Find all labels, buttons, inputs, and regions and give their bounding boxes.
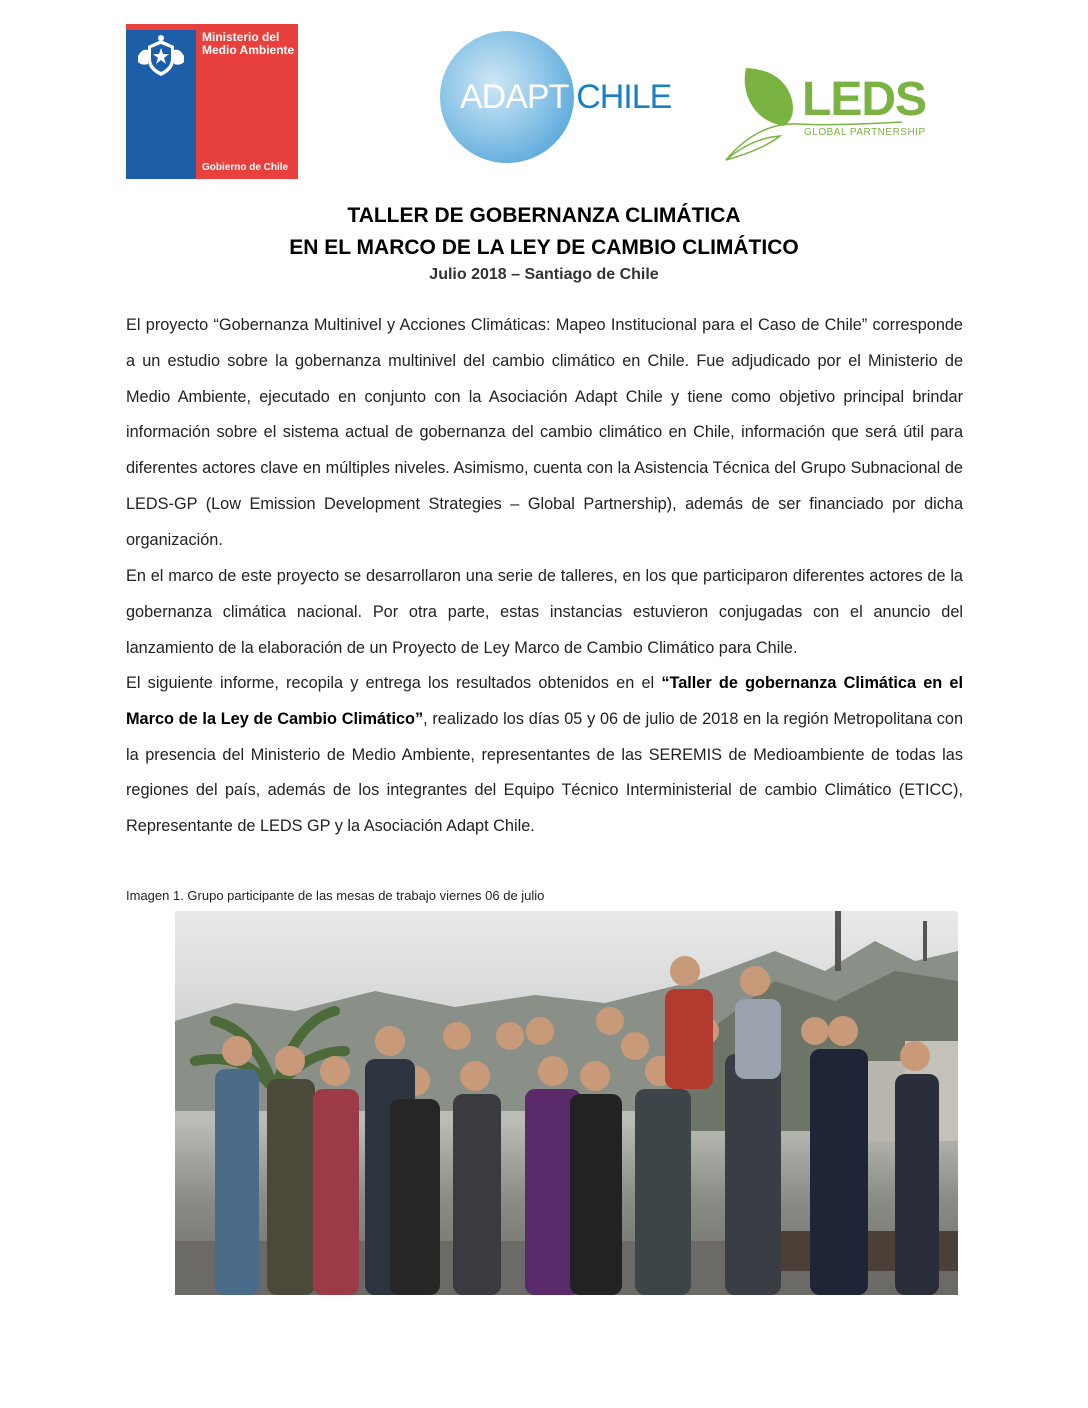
adapt-chile-logo-text [460, 78, 671, 117]
logo-red-panel [196, 24, 298, 179]
paragraph-1: El proyecto “Gobernanza Multinivel y Acciones Climáticas: Mapeo Institucional para el Caso de Chile” corresponde a un estudio sobre la gobernanza multinivel del cambio climático en Chile. Fue adjudicado por el Ministerio de Medio Ambiente, ejecutado en conjunto con la Asociación Adapt Chile y tiene como objetivo principal brindar información sobre el sistema actual de gobernanza del cambio climático en Chile, información que será útil para diferentes actores clave en múltiples niveles. Asimismo, cuenta con la Asistencia Técnica del Grupo Subnacional de LEDS-GP (Low Emission Development Strategies – Global Partnership), además de ser financiado por dicha organización. [126, 316, 963, 549]
ministerio-medio-ambiente-logo [126, 24, 298, 179]
chile-word: CHILE [576, 78, 672, 116]
leds-logo-word: LEDS [802, 73, 927, 126]
paragraph-3-start: El siguiente informe, recopila y entrega los resultados obtenidos en el [126, 674, 662, 692]
leds-logo-subtitle: GLOBAL PARTNERSHIP [804, 127, 926, 138]
coat-of-arms-icon [134, 34, 188, 80]
figure-caption: Imagen 1. Grupo participante de las mesas de trabajo viernes 06 de julio [126, 888, 545, 903]
document-title-line1: TALLER DE GOBERNANZA CLIMÁTICA [347, 204, 741, 227]
group-photo [175, 911, 958, 1295]
logo-blue-panel [126, 24, 196, 179]
document-subtitle: Julio 2018 – Santiago de Chile [429, 266, 659, 283]
workshop-name-bold: “Taller de gobernanza Climática en el Marco de la Ley de Cambio Climático” [126, 674, 963, 728]
ministry-name: Ministerio del Medio Ambiente [202, 30, 295, 57]
adapt-word: ADAPT [460, 78, 568, 116]
paragraph-intro [126, 308, 963, 559]
government-label: Gobierno de Chile [202, 162, 289, 173]
paragraph-talleres [126, 559, 963, 666]
group-photo-illustration [175, 911, 958, 1295]
paragraph-3 [126, 666, 963, 845]
paragraph-informe [126, 666, 963, 845]
document-title-line2: EN EL MARCO DE LA LEY DE CAMBIO CLIMÁTICO [289, 236, 799, 259]
paragraph-2: En el marco de este proyecto se desarrollaron una serie de talleres, en los que participaron diferentes actores de la gobernanza climática nacional. Por otra parte, estas instancias estuvieron conjugadas con el anuncio del lanzamiento de la elaboración de un Proyecto de Ley Marco de Cambio Climático para Chile. [126, 567, 963, 657]
paragraph-3-end: , realizado los días 05 y 06 de julio de 2018 en la región Metropolitana con la presencia del Ministerio de Medio Ambiente, representantes de las SEREMIS de Medioambiente de todas las regiones del país, además de los integrantes del Equipo Técnico Interministerial de cambio Climático (ETICC), Representante de LEDS GP y la Asociación Adapt Chile. [126, 709, 964, 836]
